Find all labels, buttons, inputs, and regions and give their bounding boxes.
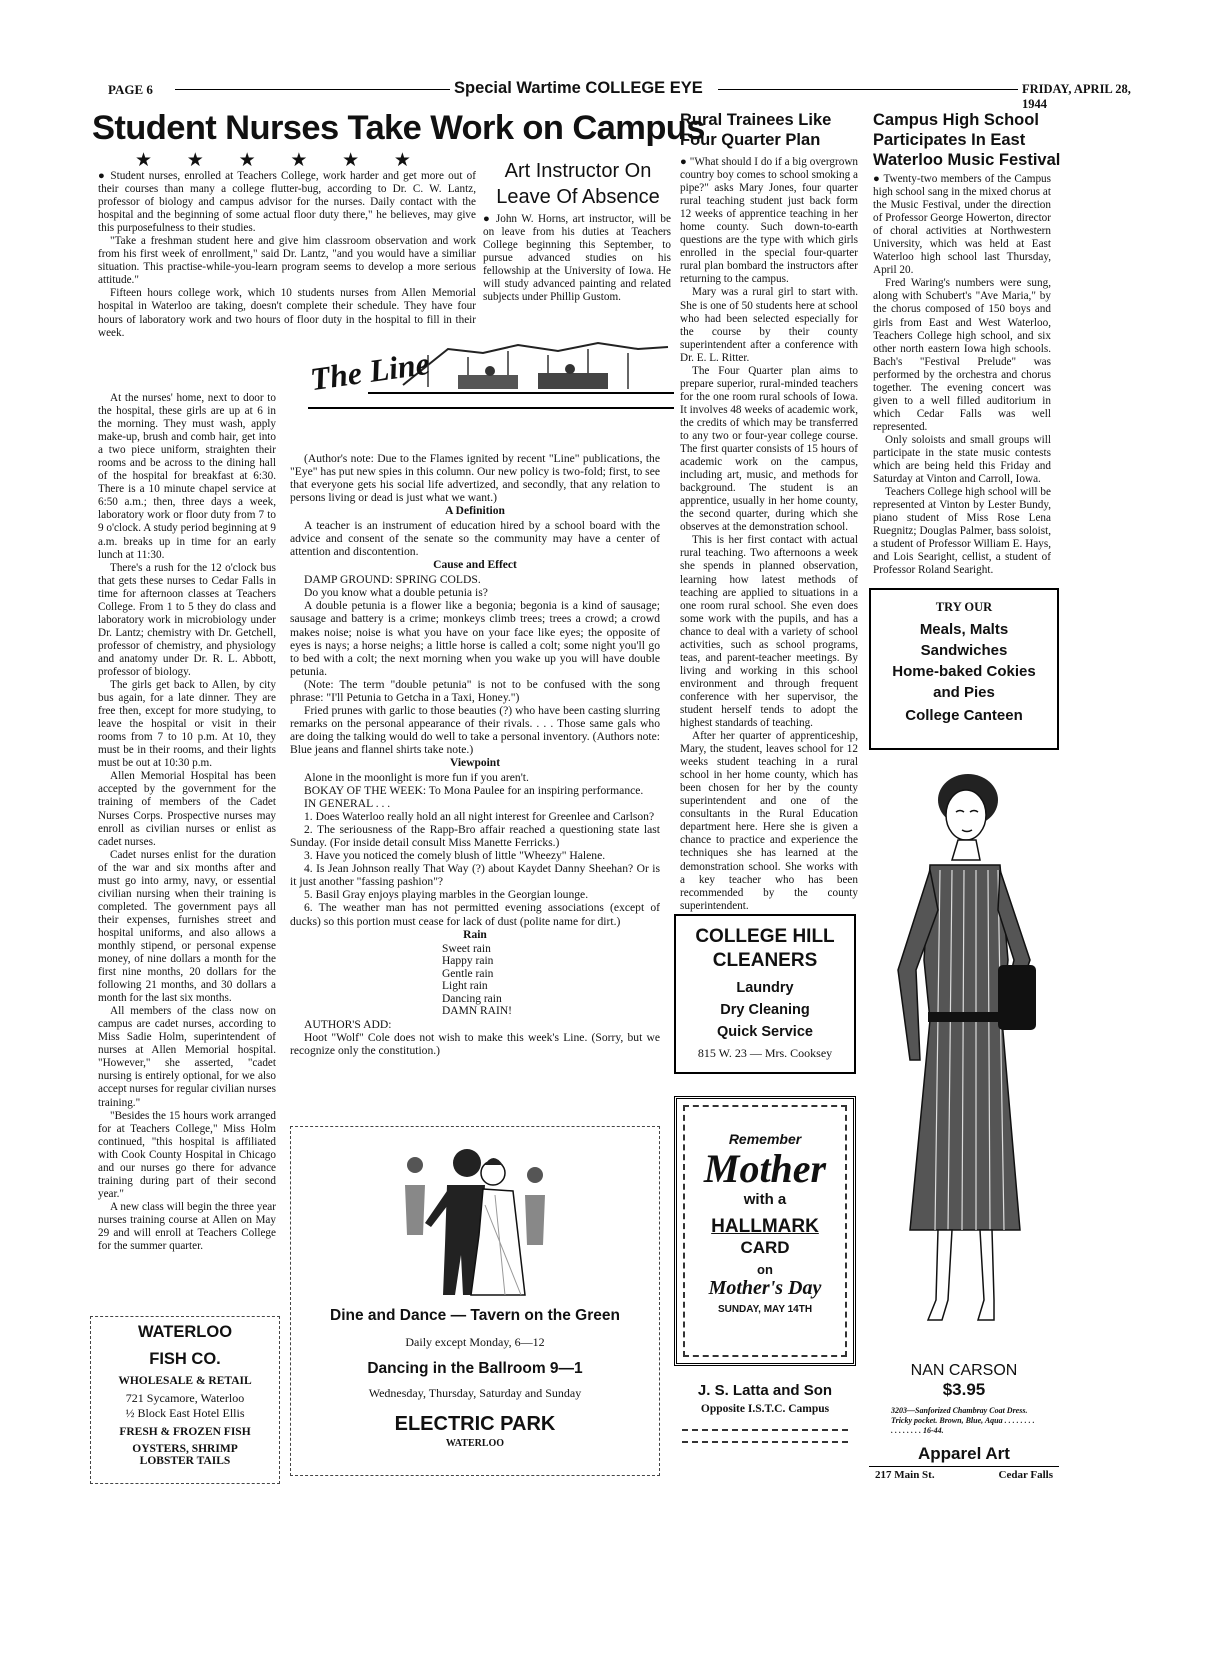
nurses-headline: Student Nurses Take Work on Campus [92,109,705,147]
line-petunia: A double petunia is a flower like a begonia; begonia is a kind of sausage; sausage and battery is a crime; monkeys climb trees; trees a crowd; a crowd makes noise; noise is what you have on your face like eyes; the opposite of eyes is nays; a horse neighs; a little horse is called a colt; some night you'll go to bed with a colt; the next morning when you wake up you will have double petunia. [290,599,660,678]
park-l1: Dine and Dance — Tavern on the Green [330,1307,620,1324]
poem-line: Sweet rain [442,942,491,955]
issue-date: FRIDAY, APRIL 28, 1944 [1022,82,1131,111]
hallmark-l4: HALLMARK [711,1216,819,1237]
poem-line: Happy rain [442,955,494,968]
line-definition: A teacher is an instrument of education hired by a school board with the advice and consent of the senate so the community may have a center of attention and discontention. [290,519,660,559]
fish-l2: FISH CO. [149,1350,221,1368]
page-number: PAGE 6 [108,82,153,97]
nan-store: Apparel Art [918,1444,1010,1463]
line-g1: 1. Does Waterloo really hold an all night interest for Greenlee and Carlson? [304,810,655,824]
park-l5: ELECTRIC PARK [394,1413,556,1435]
poem-line: Gentle rain [442,967,494,980]
poem-line: Light rain [442,980,488,993]
cleaners-l2: CLEANERS [712,950,818,971]
rule [175,89,450,90]
music-p2: Fred Waring's numbers were sung, along with Schubert's "Ave Maria," by the chorus composed of 150 boys and girls from East and West Waterloo, Teachers College high school, and six other north eastern Iowa high schools. Bach's "Festival Prelude" was performed by the orchestra and chorus together. The evening concert was given to a well filled auditorium in which Cedar Falls was well represented. [873,277,1051,433]
the-line-logo [308,327,674,409]
rural-p3: The Four Quarter plan aims to prepare superior, rural-minded teachers for the one room rural schools of Iowa. It involves 48 weeks of academic work, the credits of which may be transferred to any two or four-year college course. The first quarter consists of 15 hours of academic work on the campus, including art, music, and methods for background. The student is an apprentice, usually in her home county, the second quarter, during which she observes at the demonstration school. [680,364,859,534]
rural-p4: This is her first contact with actual rural teaching. Two afternoons a week she spends in planned observation, learning how latest methods of teaching are applied to situations in a one room rural school. She even does some work with the pupils, and has a chance to deal with a variety of school activities, such as school programs, teas, and parent-teacher meetings. By living and working in this school environment and through frequent conference with her supervisor, the student herself tends to adopt the highest standards of teaching. [680,534,858,730]
hallmark-l2: Mother [703,1146,827,1191]
hallmark-l8: SUNDAY, MAY 14TH [717,1304,813,1315]
hallmark-ad [674,1096,856,1366]
nurses-p6: The girls get back to Allen, by city bus again, for a late dinner. They are free then, except for more studying, to leave the hospital or visit in their rooms from 7 to 10 p.m. At 10, they must be in their rooms, and their lights must be out at 10:30 p.m. [98,679,276,770]
nurses-p10: "Besides the 15 hours work arranged for at Teachers College," Miss Holm continued, "this hospital is affiliated with Cook County Hospital in Chicago and our nurses go there for advance training during part of their second year." [98,1109,276,1200]
line-note: (Note: The term "double petunia" is not to be confused with the song phrase: "I'll Petunia to Getcha in a Taxi, Honey.") [290,677,660,704]
electric-park-ad [290,1126,660,1476]
latta-name: J. S. Latta and Son [697,1382,833,1399]
line-hoot: Hoot "Wolf" Cole does not wish to make this week's Line. (Sorry, but we recognize only the constitution.) [290,1030,660,1057]
cleaners-l5: Quick Service [717,1024,813,1040]
nurses-p9: All members of the class now on campus are cadet nurses, according to Miss Sadie Holm, superintendent of nurses at Allen Memorial hospital. "However," she asserted, "cadet nursing is entirely optional, for we also accept nurses for regular civilian nurses training." [98,1005,276,1109]
fish-l7: OYSTERS, SHRIMP [132,1443,238,1455]
rule [718,89,1018,90]
stars-row: ★ ★ ★ ★ ★ ★ [135,150,411,171]
park-l6: WATERLOO [445,1438,505,1449]
canteen-l5: College Canteen [905,707,1023,724]
nurses-p7: Allen Memorial Hospital has been accepted by the government for the training of members of the Cadet Nurses Corps. Prospective nurses may enroll as civilian nurses or enlist as cadet nurses. [98,770,276,848]
line-h-viewpoint: Viewpoint [449,756,501,769]
park-l2: Daily except Monday, 6—12 [405,1335,545,1349]
music-p3: Only soloists and small groups will participate in the state music contests which are being held this Friday and Saturday at Vinton and Carroll, Iowa. [873,433,1051,486]
hallmark-l7: Mother's Day [708,1277,822,1299]
nurses-p3: Fifteen hours college work, which 10 students nurses from Allen Memorial hospital in Waterloo are taking, doesn't complete their schedule. They have four hours of laboratory work and two hours of floor duty in the hospital to fill in their week. [98,287,476,339]
art-headline: Art Instructor On Leave Of Absence [496,160,660,208]
hallmark-l3: with a [743,1191,787,1208]
nan-title: NAN CARSON [910,1362,1018,1379]
line-logo-text: The Line [308,344,432,398]
canteen-l1: Meals, Malts [919,621,1009,638]
line-damp: DAMP GROUND: SPRING COLDS. [304,573,481,587]
fish-l8: LOBSTER TAILS [139,1455,231,1467]
fish-l6: FRESH & FROZEN FISH [119,1426,251,1438]
canteen-try: TRY OUR [935,600,993,614]
line-general: IN GENERAL . . . [304,797,391,811]
line-bokay: BOKAY OF THE WEEK: To Mona Paulee for an inspiring performance. [304,784,644,798]
nurses-p1: ● Student nurses, enrolled at Teachers College, work harder and get more out of their courses than many a college flutter-bug, according to Dr. C. W. Lantz, professor of biology and campus advisor for the nurses. Daily contact with the hospital and the beginning of some actual floor duty there," he believes, may give this purposefulness to their studies. [98,170,476,235]
nurses-p2: "Take a freshman student here and give him classroom observation and work from his first week of enrollment," said Dr. Lantz, "and you would have a similiar situation. This practise-while-you-learn program seems to develop a more serious attitude." [98,235,476,287]
dancing-couple-illustration [385,1135,565,1305]
poem-line: DAMN RAIN! [442,1005,512,1018]
nurses-p11: A new class will begin the three year nurses training course at Allen on May 29 and will enroll at Teachers College for the summer quarter. [98,1200,276,1253]
nan-price: $3.95 [942,1380,986,1399]
dress-illustration [880,760,1050,1350]
cleaners-l3: Laundry [736,980,794,996]
park-l4: Wednesday, Thursday, Saturday and Sunday [368,1386,582,1400]
art-body: ● John W. Horns, art instructor, will be on leave from his duties at Teachers College beginning this September, to pursue advanced studies on his fellowship at the University of Iowa. He will study advanced painting and related subjects under Phillip Gustom. [483,213,671,304]
latta-address: Opposite I.S.T.C. Campus [700,1403,830,1415]
canteen-l3: Home-baked Cokies [892,663,1036,680]
line-prunes: Fried prunes with garlic to those beauties (?) who have been casting slurring remarks on the personal appearance of their rivals. . . . Those same gals who are doing the talking would do well to take a personal inventory. (Authors note: Blue jeans and flannel shirts take note.) [290,703,660,756]
latta-ad [674,1382,856,1443]
line-h-rain: Rain [463,928,487,941]
paper-name: Special Wartime COLLEGE EYE [454,79,703,97]
line-alone: Alone in the moonlight is more fun if you aren't. [304,770,529,784]
line-g6: 6. The weather man has not permitted evening associations (except of ducks) so this portion must cease for lack of dust (polite name for dirt.) [290,901,660,928]
line-g2: 2. The seriousness of the Rapp-Bro affair reached a questioning state last Sunday. (For inside detail consult Miss Manette Ferricks.) [290,823,660,850]
rain-poem [290,943,660,1018]
fish-l1: WATERLOO [137,1323,233,1341]
line-add: AUTHOR'S ADD: [304,1017,392,1031]
fish-co-ad [90,1316,280,1484]
nan-city: Cedar Falls [998,1469,1053,1481]
nurses-p5: There's a rush for the 12 o'clock bus that gets these nurses to Cedar Falls in time for afternoon classes at Teachers College. From 1 to 5 they do class and laboratory work in microbiology under Dr. Lantz; chemistry with Dr. Getchell, professor of chemistry, and physiology and anatomy under Dr. R. L. Abbott, professor of biology. [98,561,276,678]
nurses-column [98,392,276,1253]
line-column [290,452,660,1057]
music-column [873,173,1051,577]
line-h-cause: Cause and Effect [433,559,517,572]
cleaners-l6: 815 W. 23 — Mrs. Cooksey [697,1046,833,1060]
line-g4: 4. Is Jean Johnson really That Way (?) about Kaydet Danny Sheehan? Or is it just another "fassing pashion"? [290,862,660,889]
rural-column [680,156,858,913]
masthead [100,78,1140,111]
hallmark-l6: on [757,1262,773,1277]
canteen-ad [869,588,1059,750]
line-h-definition: A Definition [445,505,505,518]
music-p1: ● Twenty-two members of the Campus high school sang in the mixed chorus at the Music Festival, under the direction of Professor George Howerton, director of choral activities at Northwestern University, which was held at East Waterloo high school last Thursday, April 20. [873,173,1051,277]
nurses-p4: At the nurses' home, next to door to the hospital, these girls are up at 6 in the morning. They must wash, apply make-up, brush and comb hair, get into a two piece uniform, straighten their rooms and be across to the dining hall of the hospital for breakfast at 6:30. There is a 10 minute chapel service at 6:50 a.m.; then, three days a week, laboratory work or floor duty from 7 to 9 o'clock. A study period beginning at 9 a.m. breaks up in time for an early lunch at 11:30. [98,392,276,561]
nurses-p8: Cadet nurses enlist for the duration of the war and six months after and must go into army, navy, or essential civilian nursing when their training is completed. The government pays all their expenses, furnishes street and hospital uniforms, and also allows a monthly stipend, or personal expense money, of nine dollars a month for the first nine months, 20 dollars for the following 21 months, and 30 dollars a month for the last six months. [98,848,276,1005]
line-g3: 3. Have you noticed the comely blush of little "Wheezy" Halene. [304,849,606,863]
cleaners-l4: Dry Cleaning [720,1002,810,1018]
cleaners-ad [674,914,856,1074]
music-headline: Campus High School Participates In East Waterloo Music Festival [873,111,1061,169]
canteen-l2: Sandwiches [920,642,1008,659]
nan-address-row [869,1466,1059,1481]
hallmark-l5: CARD [740,1238,790,1257]
music-p4: Teachers College high school will be represented at Vinton by Lester Bundy, piano student of Miss Rose Lena Ruegnitz; Douglas Palmer, bass soloist, a student of Professor William E. Hays, and Lois Searight, cellist, a student of Professor Roland Searight. [873,486,1051,577]
canteen-l4: and Pies [933,684,995,701]
nan-desc: 3203—Sanforized Chambray Coat Dress. Tricky pocket. Brown, Blue, Aqua . . . . . . . . . . . . . . . . 16-44. [891,1406,1035,1435]
park-l3: Dancing in the Ballroom 9—1 [367,1360,583,1377]
rural-p2: Mary was a rural girl to start with. She is one of 50 students here at school who had been selected especially for the course by their county superintendent after a conference with Dr. E. L. Ritter. [680,286,858,364]
line-intro: (Author's note: Due to the Flames ignited by recent "Line" publications, the "Eye" has put new spies in this column. Our new policy is two-fold; first, to see that everyone gets his social life advertized, and secondly, that any relation to persons living or dead is just what we want.) [290,452,660,505]
nan-address: 217 Main St. [875,1469,935,1481]
hallmark-l1: Remember [728,1131,802,1147]
rural-p1: ● "What should I do if a big overgrown country boy comes to school smoking a pipe?" asks Mary Jones, four quarter rural teaching student just back form 12 weeks of apprentice teaching in her home county. Such down-to-earth questions are the type with which girls enrolled in the special four-quarter rural plan bombard the instructors after returning to the campus. [680,156,859,286]
rural-headline: Rural Trainees Like Four Quarter Plan [680,111,832,149]
fish-l3: WHOLESALE & RETAIL [118,1375,252,1387]
fish-l5: ½ Block East Hotel Ellis [125,1406,245,1420]
fish-l4: 721 Sycamore, Waterloo [125,1391,245,1405]
cleaners-l1: COLLEGE HILL [695,926,835,947]
line-g5: 5. Basil Gray enjoys playing marbles in the Georgian lounge. [304,888,589,902]
poem-line: Dancing rain [442,992,502,1005]
nan-carson-ad [869,1362,1059,1481]
rural-p5: After her quarter of apprenticeship, Mary, the student, leaves school for 12 weeks student teaching in a rural school in her home county, which has been chosen for her by the county superintendent and one of the consultants in the Rural Education department here. Here she is given a chance to practice and experience the techniques she has learned at the demonstration school. She works with a key teacher who has been recommended by the county superintendent. [680,730,858,912]
latta-border [682,1429,848,1443]
line-question: Do you know what a double petunia is? [304,586,488,600]
